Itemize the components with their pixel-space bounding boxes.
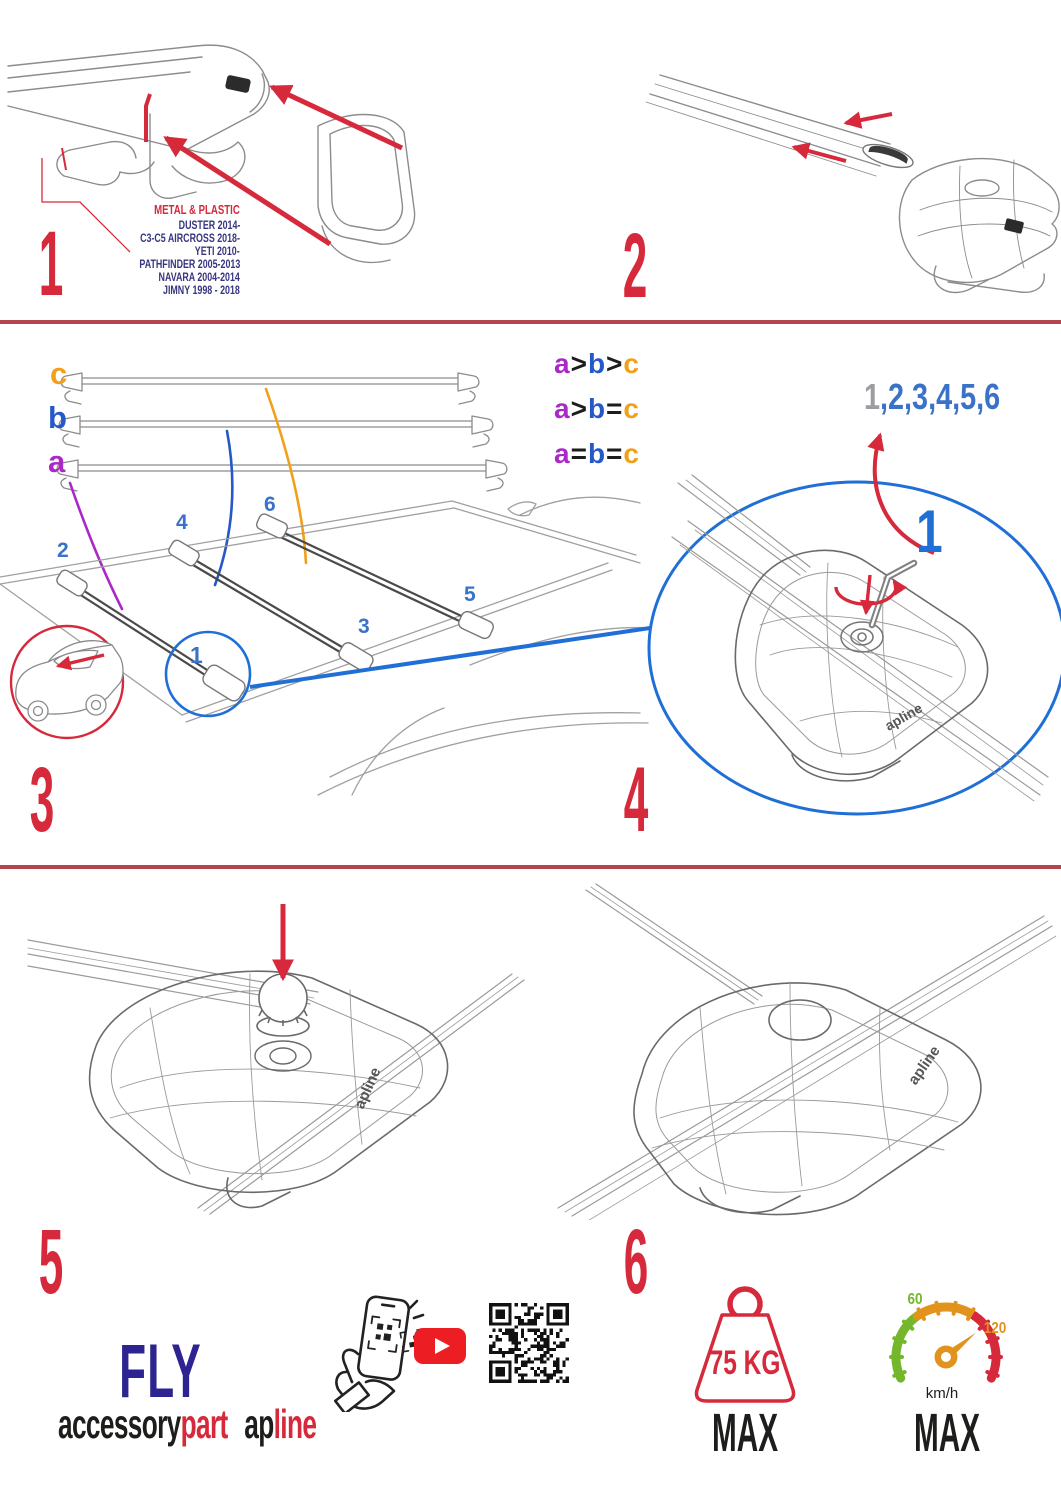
brand-accessory: accessory	[58, 1401, 181, 1447]
roof-position-3: 3	[358, 615, 370, 638]
thumb	[343, 1350, 358, 1382]
vehicle-item: NAVARA 2004-2014	[158, 270, 240, 284]
crossbar-art	[646, 75, 890, 176]
brand-ap: ap	[244, 1401, 274, 1447]
speed-unit-label: km/h	[925, 1385, 959, 1402]
gauge-needle	[935, 1333, 977, 1369]
step-callout-1: 1	[916, 498, 943, 565]
equation-row: a>b>c	[554, 348, 640, 379]
scan-spark	[410, 1301, 423, 1318]
roof-position-4: 4	[176, 511, 188, 534]
foot-with-knob-art	[28, 904, 524, 1214]
roof-position-5: 5	[464, 583, 476, 606]
phone	[357, 1296, 410, 1381]
foot-art	[899, 159, 1059, 293]
brand-line: line	[273, 1401, 317, 1447]
step-number-6: 6	[623, 1211, 649, 1313]
speed-min-label: 60	[907, 1291, 923, 1309]
speedometer-icon	[876, 1282, 1016, 1404]
bar-a-art	[57, 460, 507, 491]
apline-logo: apline	[351, 1064, 385, 1112]
crossbar-end-art	[8, 45, 269, 198]
panel2-bar-insert-drawing	[600, 30, 1061, 320]
bar-label-a: a	[48, 444, 66, 479]
roof-position-2: 2	[57, 539, 69, 562]
weight-value: 75 KG	[709, 1344, 781, 1383]
vehicle-item: YETI 2010-	[195, 244, 240, 258]
curve-b	[215, 431, 232, 585]
brand-wordmark	[58, 1401, 317, 1447]
sequence-rest: ,2,3,4,5,6	[880, 376, 1001, 417]
qr-code	[486, 1300, 572, 1386]
vehicle-item: C3-C5 AIRCROSS 2018-	[140, 231, 240, 245]
tightening-sequence	[864, 376, 1000, 418]
step-number-2: 2	[622, 215, 648, 317]
equation-row: a=b=c	[554, 438, 640, 469]
knob	[257, 974, 309, 1036]
cover-shell-art	[318, 115, 415, 263]
curve-c	[266, 389, 306, 563]
brand-mark	[225, 75, 251, 94]
section-divider	[0, 865, 1061, 869]
weight-max-label: MAX	[712, 1403, 778, 1463]
roof-position-6: 6	[264, 493, 276, 516]
bar-label-c: c	[50, 356, 68, 391]
foot-with-cap-art	[558, 884, 1056, 1220]
step-number-5: 5	[38, 1211, 64, 1313]
bar-end-opening	[861, 140, 916, 172]
apline-logo: apline	[881, 699, 926, 734]
step-number-1: 1	[38, 213, 64, 315]
step-number-4: 4	[623, 749, 649, 851]
product-name: FLY	[119, 1329, 202, 1414]
speed-max-label: 120	[983, 1320, 1007, 1338]
vehicle-item: DUSTER 2014-	[178, 218, 240, 232]
step-number-3: 3	[29, 749, 55, 851]
speed-max-text: MAX	[914, 1403, 980, 1463]
car-art	[16, 641, 123, 721]
vehicle-item: PATHFINDER 2005-2013	[139, 257, 240, 271]
length-equations	[554, 348, 640, 483]
zoom-link-line	[250, 628, 650, 687]
brand-part: part	[180, 1401, 228, 1447]
car-direction-inset	[11, 626, 123, 738]
apline-logo: apline	[904, 1042, 944, 1089]
brand-mark	[1004, 218, 1024, 234]
section-divider	[0, 320, 1061, 324]
bar-label-b: b	[48, 400, 67, 435]
panel4-magnified-view	[649, 475, 1061, 814]
max-weight-icon	[680, 1282, 810, 1407]
roof-position-1: 1	[190, 642, 203, 668]
panel5-drawings	[0, 878, 1061, 1220]
vehicle-item: JIMNY 1998 - 2018	[163, 283, 240, 297]
material-label: METAL & PLASTIC	[154, 202, 240, 217]
equation-row: a>b=c	[554, 393, 640, 424]
youtube-icon	[413, 1326, 467, 1366]
sequence-first: 1	[864, 376, 881, 417]
